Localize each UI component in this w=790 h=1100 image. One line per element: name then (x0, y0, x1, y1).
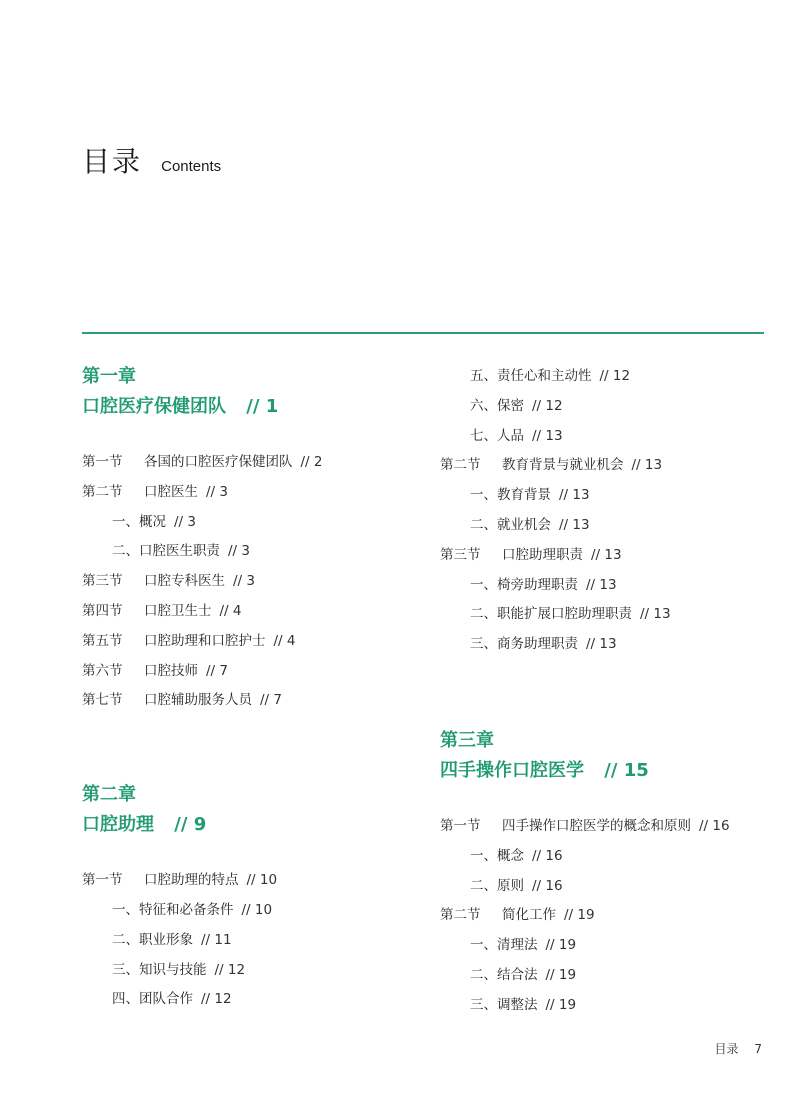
chapter-title-text: 口腔医疗保健团队 (82, 396, 226, 417)
entry-number: 第一节 (440, 817, 481, 834)
entry-number: 第二节 (440, 907, 481, 924)
toc-subsection-entry[interactable] (440, 511, 790, 541)
title-chinese: 目录 (82, 145, 143, 178)
entry-page: // 11 (201, 931, 232, 948)
chapter-title (82, 392, 432, 422)
entry-number: 五、 (470, 368, 497, 384)
entry-label: 职能扩展口腔助理职责 (497, 606, 632, 623)
entry-page: // 12 (214, 961, 246, 978)
chapter1-entries (82, 448, 432, 716)
entry-page: // 2 (300, 454, 323, 470)
entry-label: 调整法 (497, 996, 538, 1013)
entry-label: 口腔助理和口腔护士 (144, 632, 266, 649)
entry-page: // 16 (532, 877, 563, 894)
entry-label: 原则 (497, 877, 524, 894)
entry-page: // 13 (591, 546, 622, 563)
toc-subsection-entry[interactable] (440, 481, 790, 511)
entry-label: 口腔辅助服务人员 (144, 692, 252, 709)
toc-subsection-entry[interactable] (82, 985, 432, 1015)
entry-page: // 16 (699, 817, 730, 834)
toc-left-column (82, 362, 432, 1015)
page-title (82, 140, 221, 180)
entry-page: // 13 (640, 606, 671, 623)
entry-page: // 4 (219, 602, 242, 619)
toc-right-column (440, 362, 790, 1021)
toc-section-entry[interactable] (82, 478, 432, 508)
entry-number: 二、 (112, 931, 139, 948)
chapter-number: 第一章 (82, 366, 136, 387)
footer-page-number: 7 (754, 1042, 762, 1056)
entry-number: 二、 (112, 543, 139, 560)
entry-label: 口腔专科医生 (144, 573, 225, 590)
entry-number: 二、 (470, 606, 497, 623)
chapter-page: // 15 (604, 759, 649, 781)
entry-page: // 3 (174, 513, 196, 530)
chapter-heading[interactable] (82, 780, 432, 840)
entry-label: 各国的口腔医疗保健团队 (144, 454, 293, 470)
footer-label: 目录 (714, 1042, 739, 1056)
entry-label: 简化工作 (502, 907, 556, 924)
entry-number: 三、 (470, 636, 497, 653)
entry-page: // 13 (586, 576, 617, 593)
entry-number: 一、 (470, 847, 497, 864)
entry-page: // 4 (273, 632, 296, 649)
entry-label: 口腔技师 (144, 662, 198, 679)
entry-label: 教育背景 (497, 487, 551, 504)
toc-subsection-entry[interactable] (440, 991, 790, 1021)
entry-number: 一、 (470, 487, 497, 504)
chapter2-continued-entries (440, 362, 790, 660)
entry-number: 三、 (470, 996, 497, 1013)
entry-label: 职业形象 (139, 931, 193, 948)
toc-section-entry[interactable] (82, 567, 432, 597)
entry-label: 保密 (497, 397, 524, 414)
entry-label: 特征和必备条件 (139, 901, 234, 918)
entry-number: 七、 (470, 427, 497, 444)
chapter-title (82, 810, 432, 840)
entry-label: 口腔医生职责 (139, 543, 220, 560)
entry-number: 第二节 (82, 483, 123, 500)
entry-number: 一、 (112, 513, 139, 530)
entry-number: 二、 (470, 877, 497, 894)
entry-page: // 7 (260, 692, 282, 709)
entry-page: // 19 (564, 907, 595, 924)
toc-subsection-entry[interactable] (440, 931, 790, 961)
entry-number: 三、 (112, 961, 139, 978)
entry-label: 教育背景与就业机会 (502, 457, 624, 474)
chapter-page: // 1 (246, 396, 279, 417)
title-english: Contents (161, 158, 222, 175)
divider-rule (82, 332, 764, 334)
entry-label: 知识与技能 (139, 961, 207, 978)
entry-page: // 3 (206, 483, 228, 500)
chapter-number: 第三章 (440, 729, 494, 751)
toc-section-entry[interactable] (440, 541, 790, 571)
entry-label: 口腔卫生士 (144, 602, 212, 619)
entry-label: 责任心和主动性 (497, 368, 592, 384)
entry-label: 概况 (139, 513, 166, 530)
entry-label: 口腔助理职责 (502, 546, 583, 563)
entry-number: 四、 (112, 991, 139, 1008)
entry-page: // 12 (201, 991, 232, 1008)
entry-number: 二、 (470, 966, 497, 983)
entry-page: // 16 (532, 847, 563, 864)
entry-page: // 19 (545, 996, 577, 1013)
chapter3-entries (440, 812, 790, 1021)
entry-page: // 10 (246, 872, 278, 889)
chapter-title (440, 756, 790, 786)
entry-label: 团队合作 (139, 991, 193, 1008)
entry-page: // 19 (545, 966, 577, 983)
toc-section-entry[interactable] (440, 901, 790, 931)
entry-number: 第一节 (82, 454, 123, 470)
toc-subsection-entry[interactable] (440, 842, 790, 872)
entry-page: // 3 (233, 573, 255, 590)
entry-number: 第五节 (82, 632, 123, 649)
chapter-page: // 9 (174, 814, 207, 836)
entry-label: 椅旁助理职责 (497, 576, 578, 593)
entry-number: 一、 (470, 576, 497, 593)
entry-page: // 19 (545, 937, 577, 954)
entry-page: // 13 (559, 516, 590, 533)
entry-number: 一、 (112, 901, 139, 918)
entry-label: 商务助理职责 (497, 636, 578, 653)
entry-page: // 13 (532, 427, 563, 444)
chapter2-entries (82, 866, 432, 1015)
entry-page: // 13 (631, 457, 663, 474)
entry-number: 第三节 (82, 573, 123, 590)
toc-section-entry[interactable] (440, 451, 790, 481)
entry-number: 二、 (470, 516, 497, 533)
toc-section-entry[interactable] (82, 657, 432, 687)
chapter-title-text: 口腔助理 (82, 814, 154, 836)
toc-subsection-entry[interactable] (440, 872, 790, 902)
toc-subsection-entry[interactable] (82, 956, 432, 986)
toc-subsection-entry[interactable] (440, 362, 790, 392)
page-footer (715, 1040, 762, 1057)
toc-subsection-entry[interactable] (440, 571, 790, 601)
entry-number: 第四节 (82, 602, 123, 619)
entry-label: 结合法 (497, 966, 538, 983)
entry-number: 第一节 (82, 872, 123, 889)
entry-label: 清理法 (497, 937, 538, 954)
entry-label: 口腔医生 (144, 483, 198, 500)
toc-subsection-entry[interactable] (440, 392, 790, 422)
toc-subsection-entry[interactable] (440, 961, 790, 991)
toc-subsection-entry[interactable] (82, 537, 432, 567)
entry-number: 一、 (470, 937, 497, 954)
entry-page: // 13 (586, 636, 617, 653)
entry-number: 第二节 (440, 457, 481, 474)
toc-section-entry[interactable] (82, 866, 432, 896)
toc-section-entry[interactable] (82, 597, 432, 627)
toc-subsection-entry[interactable] (440, 600, 790, 630)
entry-label: 口腔助理的特点 (144, 872, 239, 889)
toc-section-entry[interactable] (82, 686, 432, 716)
toc-subsection-entry[interactable] (440, 422, 790, 452)
toc-section-entry[interactable] (440, 812, 790, 842)
entry-label: 概念 (497, 847, 524, 864)
chapter-heading[interactable] (82, 362, 432, 422)
entry-number: 六、 (470, 397, 497, 414)
entry-page: // 13 (559, 487, 590, 504)
chapter-number: 第二章 (82, 784, 136, 806)
entry-page: // 3 (228, 543, 250, 560)
toc-section-entry[interactable] (82, 627, 432, 657)
chapter-title-text: 四手操作口腔医学 (440, 759, 584, 781)
entry-label: 人品 (497, 427, 524, 444)
entry-number: 第三节 (440, 546, 481, 563)
entry-number: 第六节 (82, 662, 123, 679)
entry-page: // 12 (599, 368, 631, 384)
toc-subsection-entry[interactable] (82, 508, 432, 538)
chapter-heading[interactable] (440, 726, 790, 786)
entry-number: 第七节 (82, 692, 123, 709)
entry-page: // 7 (206, 662, 228, 679)
entry-label: 四手操作口腔医学的概念和原则 (502, 817, 691, 834)
entry-page: // 12 (532, 397, 563, 414)
entry-label: 就业机会 (497, 516, 551, 533)
entry-page: // 10 (241, 901, 273, 918)
toc-subsection-entry[interactable] (440, 630, 790, 660)
toc-subsection-entry[interactable] (82, 896, 432, 926)
toc-section-entry[interactable] (82, 448, 432, 478)
toc-subsection-entry[interactable] (82, 926, 432, 956)
